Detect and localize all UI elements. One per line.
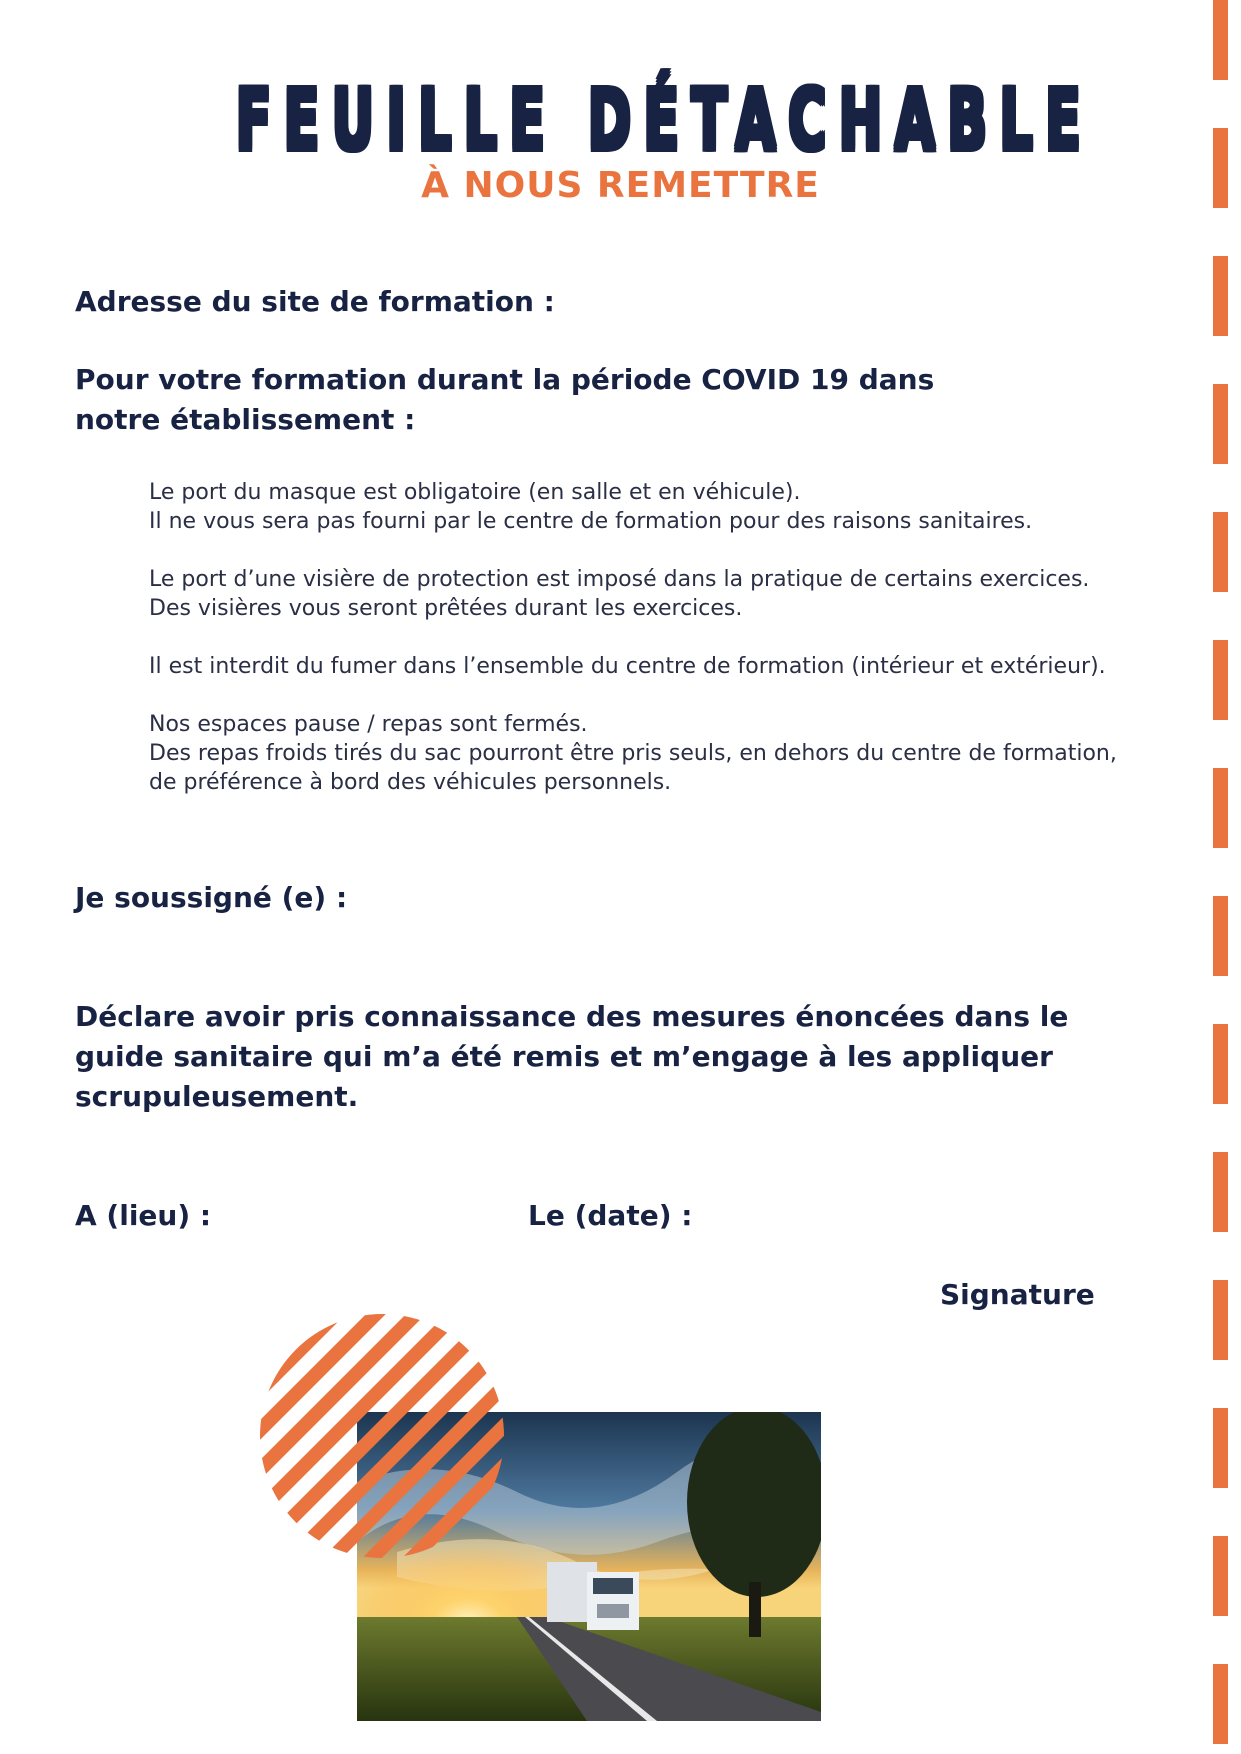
rule-visor <box>149 565 1149 623</box>
page-subtitle: À NOUS REMETTRE <box>421 165 820 206</box>
photo-tree-trunk <box>749 1582 761 1637</box>
place-label: A (lieu) : <box>75 1199 212 1232</box>
rule-line: Le port d’une visière de protection est imposé dans la pratique de certains exercices. <box>149 567 1090 592</box>
rule-line: Des repas froids tirés du sac pourront être pris seuls, en dehors du centre de formation, <box>149 741 1117 766</box>
photo-truck-grille <box>597 1604 629 1618</box>
rule-meals <box>149 710 1149 797</box>
rule-smoking <box>149 652 1149 681</box>
photo-truck-windshield <box>593 1578 633 1594</box>
striped-circle-decoration-icon <box>258 1312 506 1560</box>
tear-off-dashed-line-icon <box>1213 0 1228 1754</box>
declaration-text: Déclare avoir pris connaissance des mesures énoncées dans le guide sanitaire qui m’a été remis et m’engage à les appliquer scrupuleusement. <box>75 1000 1069 1113</box>
rule-line: Il ne vous sera pas fourni par le centre de formation pour des raisons sanitaires. <box>149 509 1033 534</box>
date-label: Le (date) : <box>528 1199 693 1232</box>
rule-line: Des visières vous seront prêtées durant les exercices. <box>149 596 743 621</box>
rule-line: Il est interdit du fumer dans l’ensemble du centre de formation (intérieur et extérieur). <box>149 654 1106 679</box>
rule-mask <box>149 478 1149 536</box>
rule-line: Nos espaces pause / repas sont fermés. <box>149 712 588 737</box>
rule-line: Le port du masque est obligatoire (en salle et en véhicule). <box>149 480 801 505</box>
rule-line: de préférence à bord des véhicules personnels. <box>149 770 672 795</box>
rules-list <box>149 478 1149 826</box>
covid-heading: Pour votre formation durant la période COVID 19 dans notre établissement : <box>75 363 935 436</box>
page-title: FEUILLE DÉTACHABLE <box>235 71 1094 169</box>
signature-label: Signature <box>940 1278 1095 1311</box>
address-label: Adresse du site de formation : <box>75 285 555 318</box>
undersigned-label: Je soussigné (e) : <box>75 881 348 914</box>
